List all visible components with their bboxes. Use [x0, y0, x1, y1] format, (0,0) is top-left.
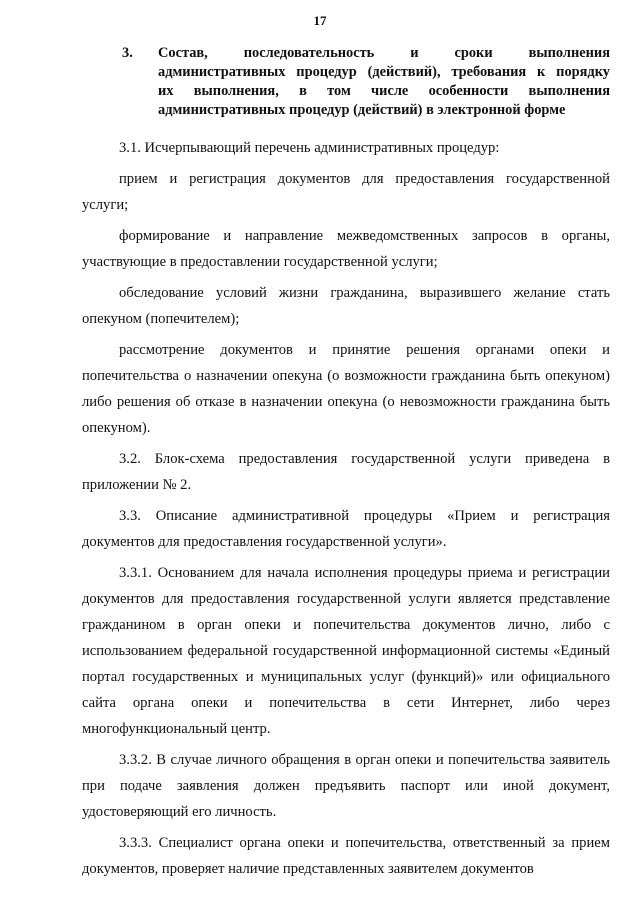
section-heading-line-2: административных процедур (действий), требования к порядку: [158, 64, 610, 80]
body-text: [82, 135, 610, 887]
page-number: 17: [313, 13, 327, 28]
paragraph-3-3: 3.3. Описание административной процедуры «Прием и регистрация документов для предоставления государственной услуги».: [82, 508, 610, 550]
list-item-inspection: обследование условий жизни гражданина, выразившего желание стать опекуном (попечителем);: [82, 285, 610, 327]
list-item-decision: рассмотрение документов и принятие решения органами опеки и попечительства о назначении опекуна (о возможности гражданина быть опекуном) либо решения об отказе в назначении опекуна (о невозможности гражданина быть опекуном).: [82, 342, 610, 436]
list-item-reception: прием и регистрация документов для предоставления государственной услуги;: [82, 171, 610, 213]
section-heading: [122, 44, 610, 120]
paragraph-3-3-2: 3.3.2. В случае личного обращения в орган опеки и попечительства заявитель при подаче заявления должен предъявить паспорт или иной документ, удостоверяющий его личность.: [82, 752, 610, 820]
section-heading-line-3: их выполнения, в том числе особенности выполнения: [158, 83, 610, 99]
list-item-requests: формирование и направление межведомственных запросов в органы, участвующие в предоставлении государственной услуги;: [82, 228, 610, 270]
paragraph-3-2: 3.2. Блок-схема предоставления государственной услуги приведена в приложении № 2.: [82, 451, 610, 493]
section-heading-line-1: Состав, последовательность и сроки выполнения: [158, 45, 610, 61]
paragraph-3-1: 3.1. Исчерпывающий перечень административных процедур:: [119, 140, 500, 156]
paragraph-3-3-1: 3.3.1. Основанием для начала исполнения процедуры приема и регистрации документов для предоставления государственной услуги является представление гражданином в орган опеки и попечительства документов лично, либо с использованием федеральной государственной информационной системы «Единый портал государственных и муниципальных услуг (функций)» или официального сайта органа опеки и попечительства в сети Интернет, либо через многофункциональный центр.: [82, 565, 610, 737]
section-number: 3.: [122, 45, 133, 61]
paragraph-3-3-3: 3.3.3. Специалист органа опеки и попечительства, ответственный за прием документов, проверяет наличие представленных заявителем документов: [82, 835, 610, 877]
section-heading-line-4: административных процедур (действий) в электронной форме: [158, 102, 566, 118]
